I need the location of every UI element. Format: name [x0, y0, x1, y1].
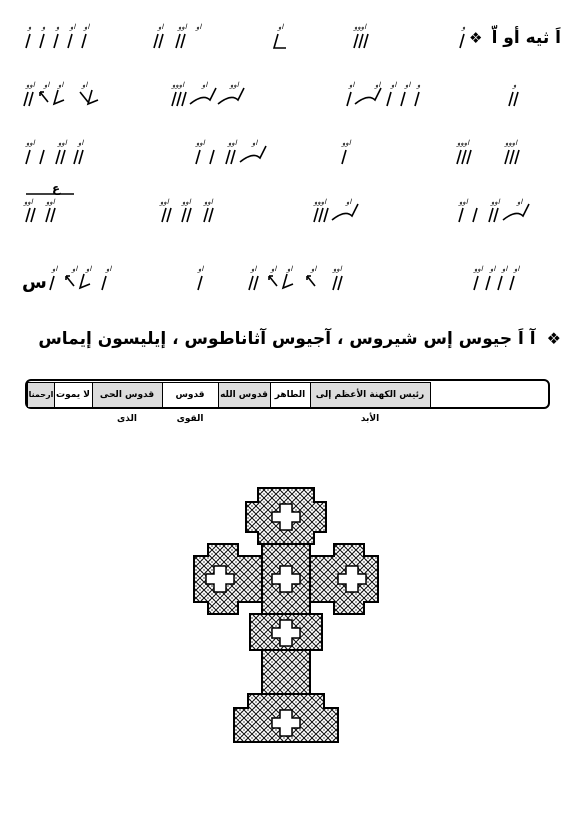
svg-text:او: او [311, 265, 317, 273]
svg-text:او: او [391, 81, 397, 89]
svg-text:اوو: اوو [26, 139, 35, 147]
neume-strokes [440, 20, 483, 60]
svg-text:او: او [196, 23, 202, 31]
svg-text:او: او [405, 81, 411, 89]
neume-strokes [190, 262, 220, 302]
svg-text:او: او [517, 198, 523, 206]
svg-text:او: او [287, 265, 293, 273]
neume-group [338, 136, 378, 176]
neume-group [22, 181, 82, 226]
svg-text:او: او [349, 81, 355, 89]
bullet-icon: ❖ [469, 29, 483, 47]
final-row-text: س [22, 272, 47, 293]
svg-text:او: او [271, 265, 277, 273]
svg-text:اوو: اوو [26, 81, 35, 89]
neume-group [505, 78, 545, 118]
neume-group [190, 262, 220, 302]
neume-group [350, 20, 390, 60]
svg-text:او: او [252, 139, 258, 147]
neume-group [192, 136, 272, 176]
svg-text:اوو: اوو [204, 198, 213, 206]
svg-text:او: او [58, 81, 64, 89]
bullet-icon: ❖ [546, 329, 561, 348]
neume-strokes [338, 136, 378, 176]
svg-text:اووو: اووو [172, 81, 185, 89]
neume-strokes [22, 78, 102, 118]
svg-text:اوو: اوو [228, 139, 237, 147]
svg-text:او: او [158, 23, 164, 31]
neume-group [245, 262, 365, 302]
neume-strokes [312, 186, 372, 226]
neume-group [22, 136, 102, 176]
neume-group [150, 20, 210, 60]
coptic-cross-image [188, 482, 384, 749]
banner-segment: قدوس الحى الذى [91, 382, 163, 408]
neume-group [22, 78, 102, 118]
svg-text:او: او [86, 265, 92, 273]
svg-text:او: او [514, 265, 520, 273]
svg-text:او: او [82, 81, 88, 89]
neume-row-5 [0, 262, 575, 302]
svg-text:و: و [417, 81, 421, 89]
neume-group [22, 262, 122, 302]
svg-text:او: او [375, 81, 381, 89]
svg-text:او: او [278, 23, 284, 31]
banner-segment: ارحمنا [27, 382, 55, 408]
svg-text:و: و [56, 23, 60, 31]
neume-row-1 [0, 20, 575, 60]
neume-strokes [170, 78, 260, 118]
svg-text:اوو: اوو [333, 265, 342, 273]
neume-strokes [22, 20, 102, 60]
neume-group [455, 136, 535, 176]
svg-text:اوو: اوو [459, 198, 468, 206]
svg-text:او: او [202, 81, 208, 89]
svg-text:اوو: اوو [58, 139, 67, 147]
neume-row-3 [0, 136, 575, 176]
svg-text:او: او [106, 265, 112, 273]
cross-icon [188, 482, 384, 749]
hymn-text: آ اَ جيوس إس شيروس ، آجيوس آثاناطوس ، إيليسون إيماس [38, 329, 536, 349]
svg-text:او: او [490, 265, 496, 273]
neume-strokes [158, 186, 248, 226]
svg-text:اوو: اوو [24, 198, 33, 206]
neume-strokes [268, 20, 308, 60]
svg-text:و: و [462, 23, 466, 31]
svg-text:او: او [44, 81, 50, 89]
svg-text:و: و [42, 23, 46, 31]
svg-text:و: و [28, 23, 32, 31]
svg-text:اوو: اوو [196, 139, 205, 147]
svg-text:اوو: اوو [474, 265, 483, 273]
banner-segment: قدوس القوى [161, 382, 219, 408]
svg-text:او: او [84, 23, 90, 31]
svg-text:او: او [502, 265, 508, 273]
neume-strokes [22, 136, 102, 176]
hymn-line [38, 329, 561, 349]
neume-strokes [350, 20, 390, 60]
banner-segment: لا يموت [53, 382, 93, 408]
svg-text:او: او [70, 23, 76, 31]
svg-text:اوو: اوو [230, 81, 239, 89]
neume-group [158, 186, 248, 226]
neume-strokes [22, 181, 82, 226]
neume-row-4 [0, 181, 575, 226]
neume-group [455, 186, 535, 226]
neume-group [470, 262, 540, 302]
neume-group [440, 20, 483, 60]
neume-group [22, 20, 102, 60]
svg-text:اووو: اووو [505, 139, 518, 147]
neume-strokes [345, 78, 440, 118]
svg-text:او: او [72, 265, 78, 273]
svg-text:اوو: اوو [160, 198, 169, 206]
svg-text:و: و [513, 81, 517, 89]
svg-text:اوو: اوو [178, 23, 187, 31]
svg-text:او: او [52, 265, 58, 273]
svg-text:اووو: اووو [314, 198, 327, 206]
neume-group [312, 186, 372, 226]
svg-text:اووو: اووو [457, 139, 470, 147]
neume-strokes [470, 262, 540, 302]
neume-strokes [192, 136, 272, 176]
neume-strokes [455, 136, 535, 176]
svg-text:او: او [198, 265, 204, 273]
svg-text:او: او [346, 198, 352, 206]
neume-group [170, 78, 260, 118]
svg-text:اوو: اوو [182, 198, 191, 206]
svg-text:اووو: اووو [354, 23, 367, 31]
neume-group [345, 78, 440, 118]
banner-segment: رئيس الكهنة الأعظم إلى الأبد [309, 382, 431, 408]
banner-segment: قدوس الله [217, 382, 271, 408]
svg-text:اوو: اوو [342, 139, 351, 147]
neume-row-2 [0, 78, 575, 118]
svg-text:او: او [78, 139, 84, 147]
title-text: اَ ثيه أو اّ [491, 28, 561, 48]
svg-text:اوو: اوو [491, 198, 500, 206]
neume-strokes [505, 78, 545, 118]
neume-strokes [455, 186, 535, 226]
response-banner [25, 379, 550, 424]
neume-strokes [22, 262, 122, 302]
svg-text:او: او [251, 265, 257, 273]
svg-text:اوو: اوو [46, 198, 55, 206]
neume-group [268, 20, 308, 60]
banner-segment: الطاهر [269, 382, 311, 408]
neume-strokes [245, 262, 365, 302]
neume-strokes [150, 20, 210, 60]
svg-text:ع: ع [52, 181, 61, 195]
